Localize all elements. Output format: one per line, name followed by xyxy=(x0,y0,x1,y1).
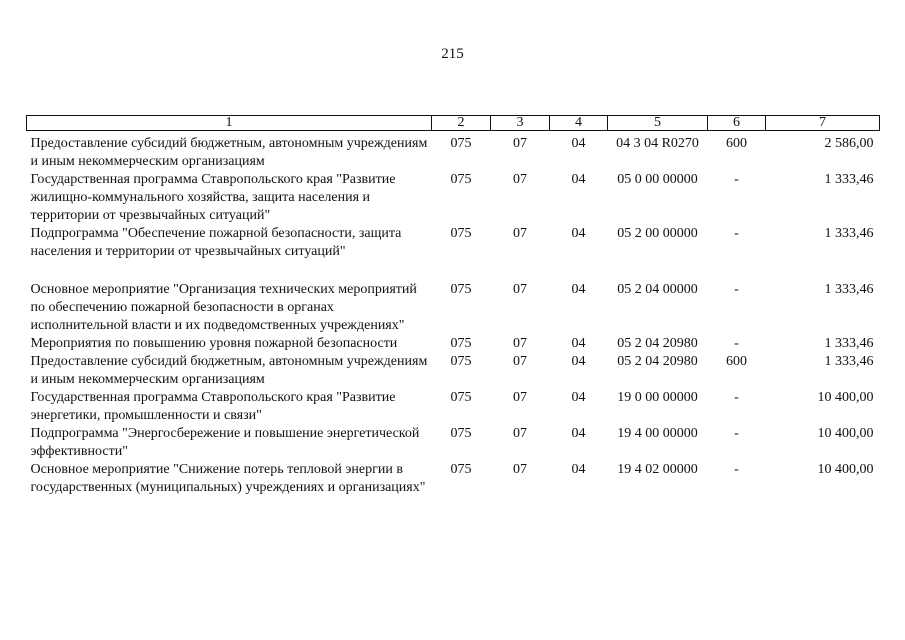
row-expense-type: - xyxy=(734,390,739,405)
row-section-code: 07 xyxy=(513,226,527,241)
row-subsection-code: 04 xyxy=(571,226,586,241)
row-target-article: 05 2 04 00000 xyxy=(617,282,698,297)
row-section-code: 07 xyxy=(513,136,527,151)
row-ministry-code: 075 xyxy=(450,390,472,405)
row-amount: 1 333,46 xyxy=(824,282,874,297)
row-subsection-code: 04 xyxy=(571,354,586,369)
row-subsection-code: 04 xyxy=(571,390,586,405)
row-expense-type: - xyxy=(734,336,739,351)
row-ministry-code: 075 xyxy=(450,462,472,477)
row-amount: 1 333,46 xyxy=(824,172,874,187)
table-row xyxy=(27,281,880,335)
row-name: Предоставление субсидий бюджетным, автономным учреждениям и иным некоммерческим организациям xyxy=(30,354,428,387)
row-subsection-code: 04 xyxy=(571,426,586,441)
table-body xyxy=(27,131,880,498)
header-col-3: 3 xyxy=(491,116,550,131)
row-expense-type: 600 xyxy=(726,136,747,151)
row-ministry-code: 075 xyxy=(450,282,472,297)
row-target-article: 05 2 04 20980 xyxy=(617,354,698,369)
row-name: Предоставление субсидий бюджетным, автономным учреждениям и иным некоммерческим организациям xyxy=(30,136,428,169)
table-row xyxy=(27,389,880,425)
header-row xyxy=(27,116,880,131)
row-amount: 10 400,00 xyxy=(817,462,874,477)
row-amount: 10 400,00 xyxy=(817,390,874,405)
table-row xyxy=(27,171,880,225)
row-expense-type: 600 xyxy=(726,354,747,369)
row-name: Подпрограмма "Энергосбережение и повышение энергетической эффективности" xyxy=(30,426,420,459)
table-row xyxy=(27,225,880,281)
row-subsection-code: 04 xyxy=(571,282,586,297)
row-ministry-code: 075 xyxy=(450,354,472,369)
row-amount: 1 333,46 xyxy=(824,226,874,241)
row-subsection-code: 04 xyxy=(571,462,586,477)
row-target-article: 19 4 02 00000 xyxy=(617,462,698,477)
row-expense-type: - xyxy=(734,426,739,441)
row-section-code: 07 xyxy=(513,336,527,351)
row-name: Государственная программа Ставропольского края "Развитие жилищно-коммунального хозяйства, защита населения и территории от чрезвычайных ситуаций" xyxy=(30,172,396,223)
row-section-code: 07 xyxy=(513,390,527,405)
row-amount: 1 333,46 xyxy=(824,354,874,369)
row-target-article: 05 2 04 20980 xyxy=(617,336,698,351)
row-expense-type: - xyxy=(734,462,739,477)
header-col-4: 4 xyxy=(550,116,608,131)
table-row xyxy=(27,461,880,497)
row-ministry-code: 075 xyxy=(450,172,472,187)
table-row xyxy=(27,131,880,172)
row-section-code: 07 xyxy=(513,354,527,369)
row-ministry-code: 075 xyxy=(450,336,472,351)
row-ministry-code: 075 xyxy=(450,426,472,441)
row-target-article: 19 0 00 00000 xyxy=(617,390,698,405)
row-name: Основное мероприятие "Организация технических мероприятий по обеспечению пожарной безопасности в органах исполнительной власти и их подведомственных учреждениях" xyxy=(30,282,417,333)
row-name: Основное мероприятие "Снижение потерь тепловой энергии в государственных (муниципальных) учреждениях и организациях" xyxy=(30,462,426,495)
row-expense-type: - xyxy=(734,226,739,241)
row-target-article: 05 2 00 00000 xyxy=(617,226,698,241)
row-name: Подпрограмма "Обеспечение пожарной безопасности, защита населения и территории от чрезвычайных ситуаций" xyxy=(30,226,402,259)
header-col-2: 2 xyxy=(432,116,491,131)
table-row xyxy=(27,353,880,389)
row-section-code: 07 xyxy=(513,282,527,297)
row-expense-type: - xyxy=(734,172,739,187)
row-subsection-code: 04 xyxy=(571,136,586,151)
budget-table xyxy=(26,115,880,497)
page-number: 215 xyxy=(441,46,464,62)
row-ministry-code: 075 xyxy=(450,136,472,151)
header-col-7: 7 xyxy=(766,116,880,131)
row-amount: 1 333,46 xyxy=(824,336,874,351)
row-amount: 2 586,00 xyxy=(824,136,874,151)
row-target-article: 19 4 00 00000 xyxy=(617,426,698,441)
row-section-code: 07 xyxy=(513,462,527,477)
row-amount: 10 400,00 xyxy=(817,426,874,441)
row-subsection-code: 04 xyxy=(571,336,586,351)
table-header xyxy=(27,116,880,131)
row-target-article: 05 0 00 00000 xyxy=(617,172,698,187)
header-col-6: 6 xyxy=(708,116,766,131)
row-ministry-code: 075 xyxy=(450,226,472,241)
row-target-article: 04 3 04 R0270 xyxy=(616,136,699,151)
header-col-5: 5 xyxy=(608,116,708,131)
row-name: Государственная программа Ставропольского края "Развитие энергетики, промышленности и связи" xyxy=(30,390,396,423)
row-subsection-code: 04 xyxy=(571,172,586,187)
row-section-code: 07 xyxy=(513,172,527,187)
row-section-code: 07 xyxy=(513,426,527,441)
table-row xyxy=(27,335,880,353)
row-name: Мероприятия по повышению уровня пожарной безопасности xyxy=(30,336,398,351)
row-expense-type: - xyxy=(734,282,739,297)
header-col-1: 1 xyxy=(27,116,432,131)
table-row xyxy=(27,425,880,461)
